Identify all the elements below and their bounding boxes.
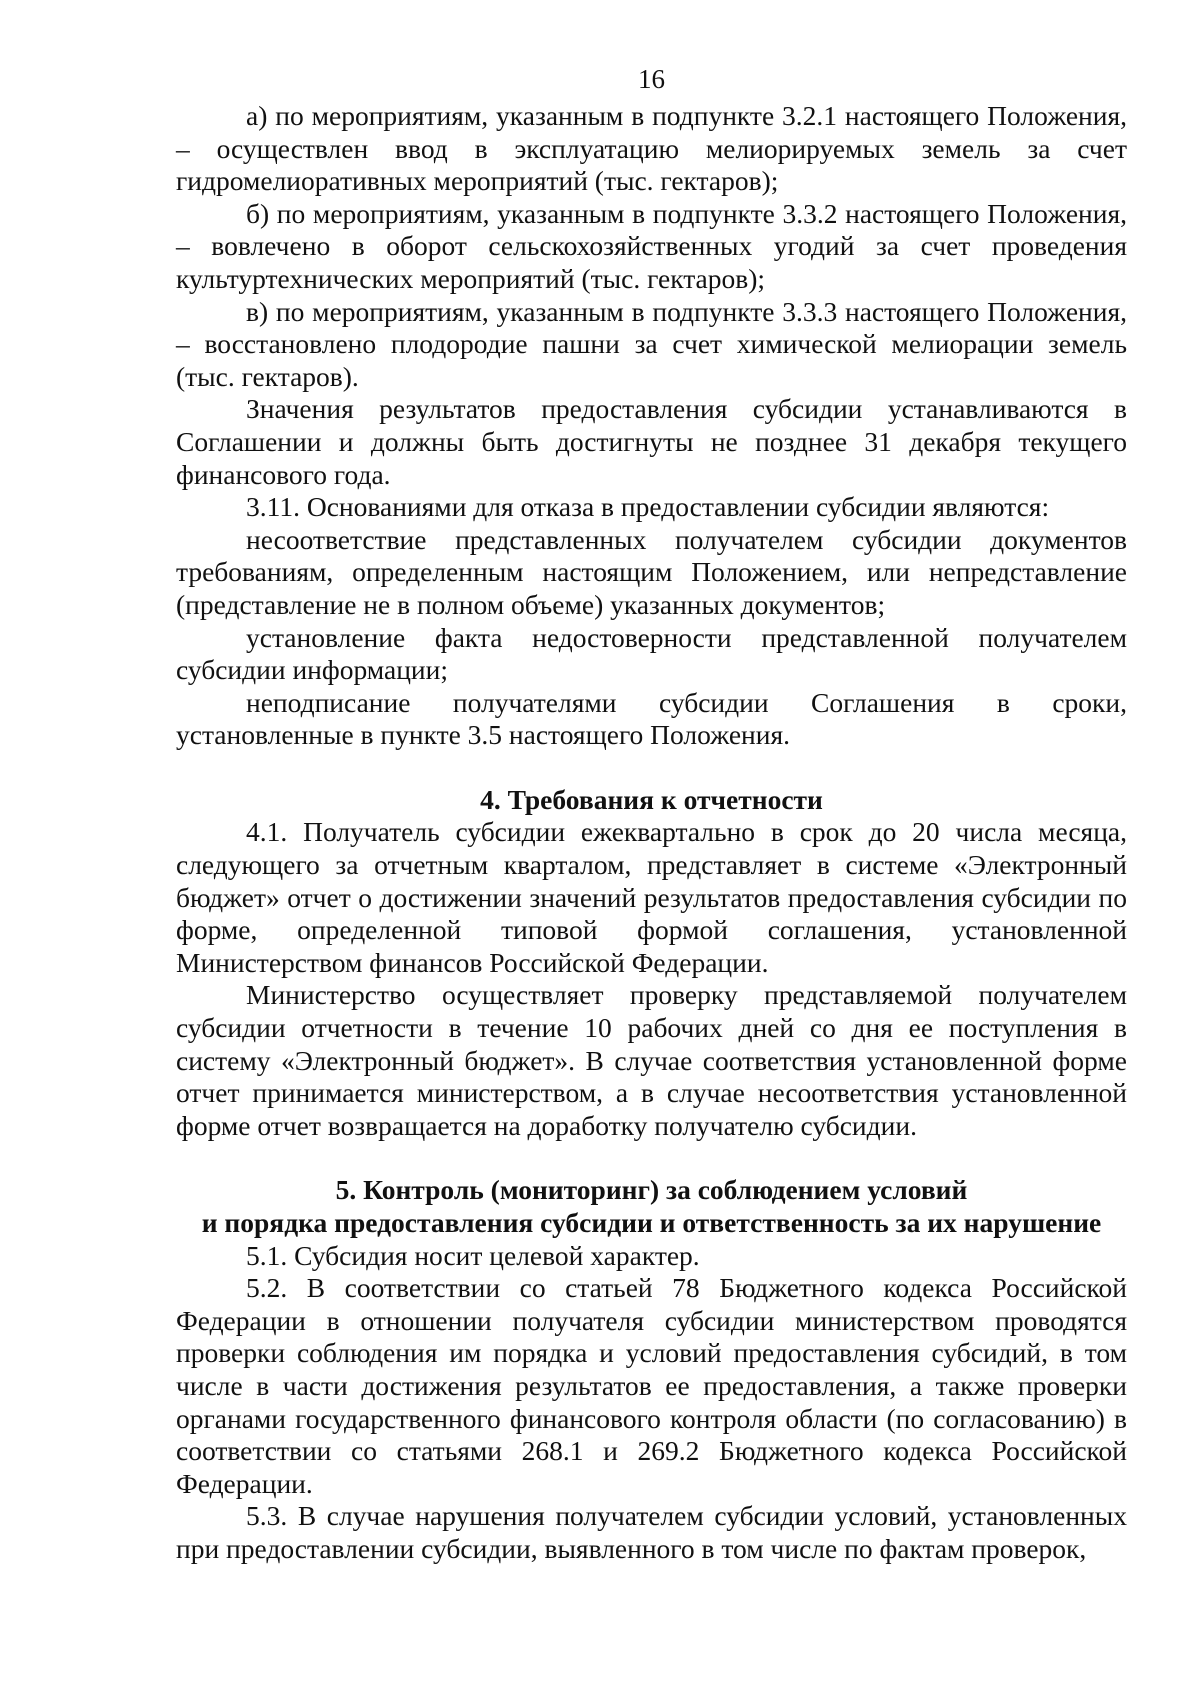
- paragraph: Министерство осуществляет проверку представляемой получателем субсидии отчетности в течение 10 рабочих дней со дня ее поступления в систему «Электронный бюджет». В случае соответствия установленной форме отчет принимается министерством, а в случае несоответствия установленной форме отчет возвращается на доработку получателю субсидии.: [176, 979, 1127, 1141]
- paragraph: несоответствие представленных получателем субсидии документов требованиям, определенным настоящим Положением, или непредставление (представление не в полном объеме) указанных документов;: [176, 523, 1127, 620]
- section-heading: 4. Требования к отчетности: [480, 783, 823, 815]
- paragraph: 5.3. В случае нарушения получателем субсидии условий, установленных при предоставлении субсидии, выявленного в том числе по фактам проверок,: [176, 1500, 1127, 1564]
- paragraph: 4.1. Получатель субсидии ежеквартально в срок до 20 числа месяца, следующего за отчетным кварталом, представляет в системе «Электронный бюджет» отчет о достижении значений результатов предоставления субсидии по форме, определенной типовой формой соглашения, установленной Министерством финансов Российской Федерации.: [176, 816, 1127, 978]
- paragraph: в) по мероприятиям, указанным в подпункте 3.3.3 настоящего Положения, – восстановлено плодородие пашни за счет химической мелиорации земель (тыс. гектаров).: [176, 295, 1127, 392]
- paragraph: 3.11. Основаниями для отказа в предоставлении субсидии являются:: [246, 491, 1050, 523]
- criteria-list: [176, 100, 1127, 752]
- paragraph: установление факта недостоверности представленной получателем субсидии информации;: [176, 621, 1127, 686]
- page-number: 16: [638, 64, 665, 94]
- paragraph: а) по мероприятиям, указанным в подпункте 3.2.1 настоящего Положения, – осуществлен ввод в эксплуатацию мелиорируемых земель за счет гидромелиоративных мероприятий (тыс. гектаров);: [176, 100, 1127, 197]
- paragraph: неподписание получателями субсидии Соглашения в сроки, установленные в пункте 3.5 настоящего Положения.: [176, 686, 1127, 751]
- paragraph: 5.2. В соответствии со статьей 78 Бюджетного кодекса Российской Федерации в отношении получателя субсидии министерством проводятся проверки соблюдения им порядка и условий предоставления субсидий, в том числе в части достижения результатов ее предоставления, а также проверки органами государственного финансового контроля области (по согласованию) в соответствии со статьями 268.1 и 269.2 Бюджетного кодекса Российской Федерации.: [176, 1272, 1127, 1499]
- section-heading-line: и порядка предоставления субсидии и ответственность за их нарушение: [201, 1207, 1102, 1238]
- section-5: [176, 1174, 1127, 1565]
- paragraph: б) по мероприятиям, указанным в подпункте 3.3.2 настоящего Положения, – вовлечено в оборот сельскохозяйственных угодий за счет проведения культуртехнических мероприятий (тыс. гектаров);: [176, 197, 1127, 294]
- document-page: [176, 62, 1127, 1566]
- section-4: [176, 784, 1127, 1143]
- section-heading-line: 5. Контроль (мониторинг) за соблюдением условий: [335, 1174, 968, 1206]
- paragraph: Значения результатов предоставления субсидии устанавливаются в Соглашении и должны быть достигнуты не позднее 31 декабря текущего финансового года.: [176, 393, 1127, 490]
- section-heading: [176, 1174, 1127, 1239]
- paragraph: 5.1. Субсидия носит целевой характер.: [246, 1239, 700, 1271]
